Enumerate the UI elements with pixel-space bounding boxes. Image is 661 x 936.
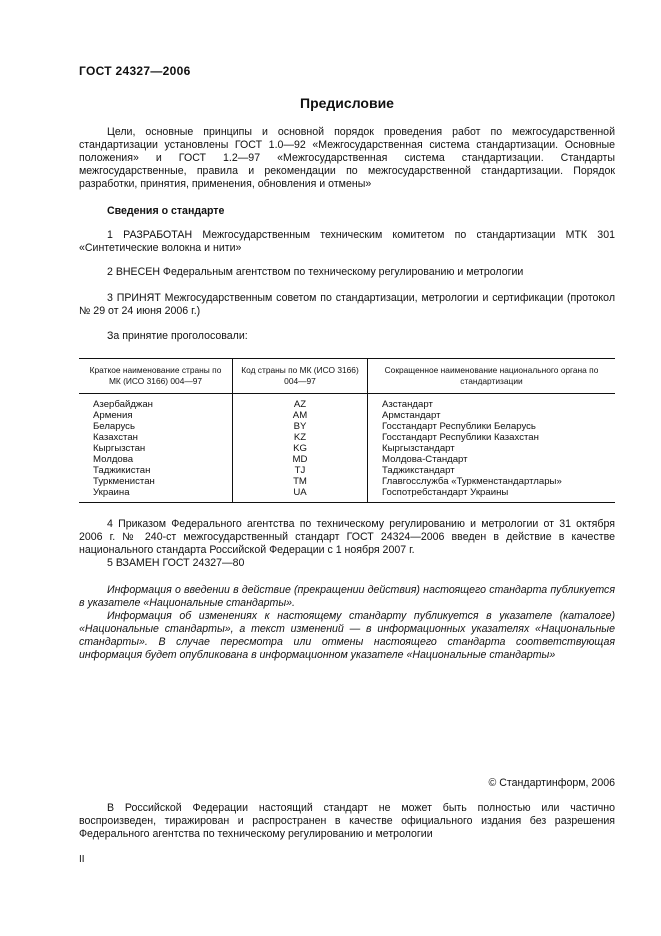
body-cell: Госстандарт Республики Казахстан	[368, 432, 616, 443]
body-cell: Молдова-Стандарт	[368, 454, 616, 465]
code-cell: KG	[233, 443, 368, 454]
body-cell: Главгосслужба «Туркменстандартлары»	[368, 476, 616, 487]
column-header-code: Код страны по МК (ИСО 3166) 004—97	[233, 359, 368, 394]
item-2-submitted: 2 ВНЕСЕН Федеральным агентством по техническому регулированию и метрологии	[107, 266, 524, 278]
table-row	[79, 394, 615, 411]
table-row	[79, 454, 615, 465]
intro-paragraph: Цели, основные принципы и основной порядок проведения работ по межгосударственной стандартизации установлены ГОСТ 1.0—92 «Межгосударственная система стандартизации. Основные положения» и ГОСТ 1.2—97 «Межгосударственная система стандартизации. Стандарты межгосударственные, правила и рекомендации по межгосударственной стандартизации. Порядок разработки, принятия, применения, обновления и отмены»	[79, 126, 615, 190]
column-header-country: Краткое наименование страны по МК (ИСО 3166) 004—97	[79, 359, 233, 394]
code-cell: TJ	[233, 465, 368, 476]
country-cell: Армения	[93, 410, 133, 421]
table-row	[79, 476, 615, 487]
body-cell: Азстандарт	[368, 394, 616, 411]
body-cell: Госпотребстандарт Украины	[368, 487, 616, 503]
info-publication-note: Информация о введении в действие (прекращении действия) настоящего стандарта публикуется в указателе «Национальные стандарты».	[79, 584, 615, 609]
code-cell: TM	[233, 476, 368, 487]
code-cell: AZ	[233, 394, 368, 411]
table-row	[79, 410, 615, 421]
copyright-line: © Стандартинформ, 2006	[488, 777, 615, 789]
code-cell: UA	[233, 487, 368, 503]
table-header-row	[79, 359, 615, 394]
code-cell: AM	[233, 410, 368, 421]
column-header-body: Сокращенное наименование национального органа по стандартизации	[368, 359, 616, 394]
table-row	[79, 465, 615, 476]
page-title: Предисловие	[300, 95, 394, 111]
code-cell: MD	[233, 454, 368, 465]
table-row	[79, 487, 615, 503]
country-cell: Туркменистан	[93, 476, 155, 487]
legal-notice: В Российской Федерации настоящий стандарт не может быть полностью или частично воспроизведен, тиражирован и распространен в качестве официального издания без разрешения Федерального агентства по техническому регулированию и метрологии	[79, 802, 615, 840]
table-row	[79, 432, 615, 443]
country-cell: Казахстан	[93, 432, 138, 443]
body-cell: Госстандарт Республики Беларусь	[368, 421, 616, 432]
country-cell: Таджикистан	[93, 465, 151, 476]
country-cell: Азербайджан	[93, 399, 153, 410]
info-changes-note: Информация об изменениях к настоящему стандарту публикуется в указателе (каталоге) «Национальные стандарты», а текст изменений — в информационных указателях «Национальные стандарты». В случае пересмотра или отмены настоящего стандарта соответствующая информация будет опубликована в информационном указателе «Национальные стандарты»	[79, 610, 615, 661]
body-cell: Армстандарт	[368, 410, 616, 421]
code-cell: BY	[233, 421, 368, 432]
vote-intro: За принятие проголосовали:	[107, 330, 248, 342]
country-cell: Беларусь	[93, 421, 135, 432]
country-cell: Молдова	[93, 454, 134, 465]
item-4-enacted: 4 Приказом Федерального агентства по техническому регулированию и метрологии от 31 октября 2006 г. № 240-ст межгосударственный стандарт ГОСТ 24324—2006 введен в действие в качестве национального стандарта Российской Федерации с 1 ноября 2007 г.	[79, 518, 615, 556]
item-1-developed: 1 РАЗРАБОТАН Межгосударственным техническим комитетом по стандартизации МТК 301 «Синтетические волокна и нити»	[79, 229, 615, 254]
item-5-replaces: 5 ВЗАМЕН ГОСТ 24327—80	[107, 557, 245, 569]
page-number: II	[79, 854, 85, 865]
table-row	[79, 421, 615, 432]
section-heading: Сведения о стандарте	[107, 205, 225, 217]
item-3-adopted: 3 ПРИНЯТ Межгосударственным советом по стандартизации, метрологии и сертификации (протокол № 29 от 24 июня 2006 г.)	[79, 292, 615, 317]
body-cell: Кыргызстандарт	[368, 443, 616, 454]
code-cell: KZ	[233, 432, 368, 443]
standard-code: ГОСТ 24327—2006	[79, 64, 191, 78]
body-cell: Таджикстандарт	[368, 465, 616, 476]
table-row	[79, 443, 615, 454]
country-cell: Украина	[79, 487, 233, 503]
country-cell: Кыргызстан	[93, 443, 146, 454]
voting-table	[79, 358, 615, 503]
